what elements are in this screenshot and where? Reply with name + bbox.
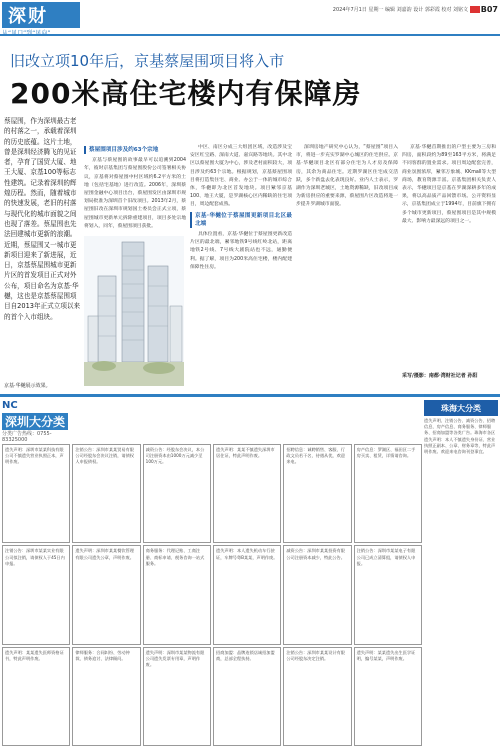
section-brand: 深财: [2, 2, 80, 28]
classified-ad: 律师服务：合同纠纷、劳动仲裁、债务追讨、法律顾问。: [72, 647, 140, 746]
classified-ad: 房产信息：罗湖区、福田区二手房买卖、租赁，详情请咨询。: [354, 444, 422, 543]
classified-ad: 招聘信息：诚聘销售、客服、行政文员若干名，待遇从优，欢迎来电。: [283, 444, 351, 543]
section-separator: [0, 394, 500, 397]
classified-ad: 注销公告：深圳市某某电子有限公司已成立清算组，请债权人申报。: [354, 545, 422, 644]
classified-logo-mark: NC: [2, 400, 18, 411]
classified-ad: 注销公告：深圳市某某贸易有限公司经股东会决议注销，请债权人申报债权。: [72, 444, 140, 543]
classified-ad: 遗失声明：某某遗失出生医学证明，编号某某，声明作废。: [354, 647, 422, 746]
classified-ad: 遗失声明：深圳市某某科技有限公司不慎遗失营业执照正本，声明作废。: [2, 444, 70, 543]
article-headline: 200米高住宅楼内有保障房: [10, 77, 362, 110]
building-rendering-image: [84, 236, 184, 386]
column-d: [402, 144, 496, 226]
subheading-a: 蔡屋围项目涉及约63个宗地: [84, 146, 186, 154]
column-b: [190, 144, 292, 272]
header-rule: [0, 34, 500, 36]
classified-ad: 遗失声明：深圳市某某餐饮管理有限公司遗失公章，声明作废。: [72, 545, 140, 644]
zhuhai-classified-title: 珠海大分类: [424, 400, 498, 416]
classified-logo: [2, 400, 72, 443]
classified-grid: [2, 444, 422, 746]
page-header: [0, 0, 500, 34]
column-c-text: 深圳房地产研究中心认为，“蔡屋围”项目入市，将进一步充实罗湖中心城区的住宅供应。京基·华樾项目北区有部分住宅为人才房及保障房，其余为商品住宅。近期罗湖区住宅成交活跃，多个新盘去化表现良好。业内人士表示，罗湖作为深圳老城区，土地资源稀缺，旧改项目成为新房供应的重要来源，蔡屋围片区改造将进一步提升罗湖城市面貌。: [296, 145, 398, 208]
classified-hotline: 分类广告热线：0755-83325000: [2, 431, 52, 443]
column-b-text-2: 具体位置看，京基·华樾位于蔡屋围更新改造片区的最北端，紧邻地铁9号线红岭北站，距离地铁2号线、7号线大剧院站也不远，通勤便利。据了解，项目为200米高住宅楼，楼内配建保障性住房。: [190, 232, 292, 270]
classified-ad: 商务服务：代理记账、工商注册、商标申请、税务咨询一站式服务。: [143, 545, 211, 644]
classified-ad: 招商加盟：品牌连锁店诚招加盟商，总部全程扶持。: [213, 647, 281, 746]
classified-ad: 减资公告：经股东会决议，本公司注册资本由1000万元减少至100万元。: [143, 444, 211, 543]
section-tag: [470, 6, 480, 13]
classified-ad: 注销公告：深圳市某某设计有限公司经股东决定注销。: [283, 647, 351, 746]
page-number: B07: [480, 5, 498, 14]
classified-ad: 注销公告：深圳市某某实业有限公司拟注销，请债权人于45日内申报。: [2, 545, 70, 644]
subheading-b: 京基·华樾位于蔡屋围更新项目北区最北端: [190, 212, 292, 228]
classified-title: 深圳大分类: [2, 413, 68, 430]
photo-caption: 京基·华樾展示效果。: [4, 383, 51, 389]
column-b-text: 中区、南区分成三大组团区域，改造涉及宝安区红宝路、深南大道、嘉宾路等地块。其中北区以蔡屋围大厦为中心，涉及老村面积较大，项目涉及约63个宗地。根据规划，京基蔡屋围项目将打造集住宅、商业、办公于一体的城市综合体，华樾即为北区首发地块。项目紧邻京基100、地王大厦，是罗湖核心区内稀缺的住宅项目，周边配套成熟。: [190, 145, 292, 208]
article-kicker: 旧改立项10年后，京基蔡屋围项目将入市: [10, 52, 285, 70]
classified-ad: 遗失声明：某某遗失医师资格证书，特此声明作废。: [2, 647, 70, 746]
column-d-text: 京基·华樾首期推出的户型主要为三房和四房，面积段约为89至163平方米，将满足不同客群的置业需求。项目周边配套完善，商业氛围浓厚，紧邻万象城、KKmall等大型商场，教育资源丰富。京基集团相关负责人表示，华樾项目是京基在罗湖深耕多年的成果，将以高品质产品回馈市场。公开资料显示，京基集团成立于1994年，目前旗下拥有多个城市更新项目，蔡屋围项目是其中规模最大、影响力最深远的项目之一。: [402, 145, 496, 224]
issue-info: 2024年7月1日 星期一 编辑 刘嘉韵 设计 郭彩霞 校对 刘铭文: [332, 7, 468, 13]
classified-ad: 减资公告：深圳市某某投资有限公司注册资本减少，特此公告。: [283, 545, 351, 644]
column-a: [84, 144, 186, 231]
classified-ad: 遗失声明：深圳市某某物流有限公司遗失发票专用章，声明作废。: [143, 647, 211, 746]
article-author: 采写/摄影：南都·湾财社记者 孙阳: [402, 373, 478, 379]
article-lead: 蔡屋围，作为深圳最古老的村落之一，承载着深圳的历史底蕴。这片土地，曾是深圳经济腾飞的见证者，孕育了国贸大厦、地王大厦、京基100等标志性建筑。记录着深圳的辉煌历程。然而，随着城市的快速发展，老旧的村落与现代化的城市面貌之间也现了落差。蔡屋围也先法回建城市更新的浪潮。近期，蔡屋围又一城市更新项目迎来了新进展，近日，京基蔡屋围城市更新片区的首发项目正式对外公布，项目命名为京基·华樾，这也是京基蔡屋围项目自2013年正式立项以来的首个入市组块。: [4, 117, 81, 321]
classified-ad: 遗失声明：某某不慎遗失深圳市居住证，特此声明作废。: [213, 444, 281, 543]
classified-section: [0, 398, 500, 750]
column-a-text: 京基与蔡屋围的故事最早可以追溯到2004年，彼时京基集团与蔡屋围股份公司签署相关协议，京基将对蔡屋围中村区域约6.2平方米的土地（包括宅基地）进行改造。2006年，深圳蔡屋围金融中心项目出台，蔡屋围发区由深圳市规划局批准为深圳首个旧改项目。2013年2月，蔡屋围旧改在深圳市规划国土委员会正式立项，蔡屋围城市更新单元拆除重建项目，项目多处宗地将划入，同年，蔡屋围项目获批。: [84, 158, 186, 229]
column-c: [296, 144, 398, 210]
zhuhai-classified-text: 遗失声明、注销公告、减资公告、招聘信息、房产信息、商务服务、律师服务、招商加盟等各类广告。珠海市各区遗失声明：本人不慎遗失身份证、营业执照正副本、公章、财务章等，特此声明作废。欢迎来电咨询刊登事宜。: [424, 418, 496, 455]
classified-ad: 遗失声明：本人遗失机动车行驶证，车牌号粤B某某，声明作废。: [213, 545, 281, 644]
